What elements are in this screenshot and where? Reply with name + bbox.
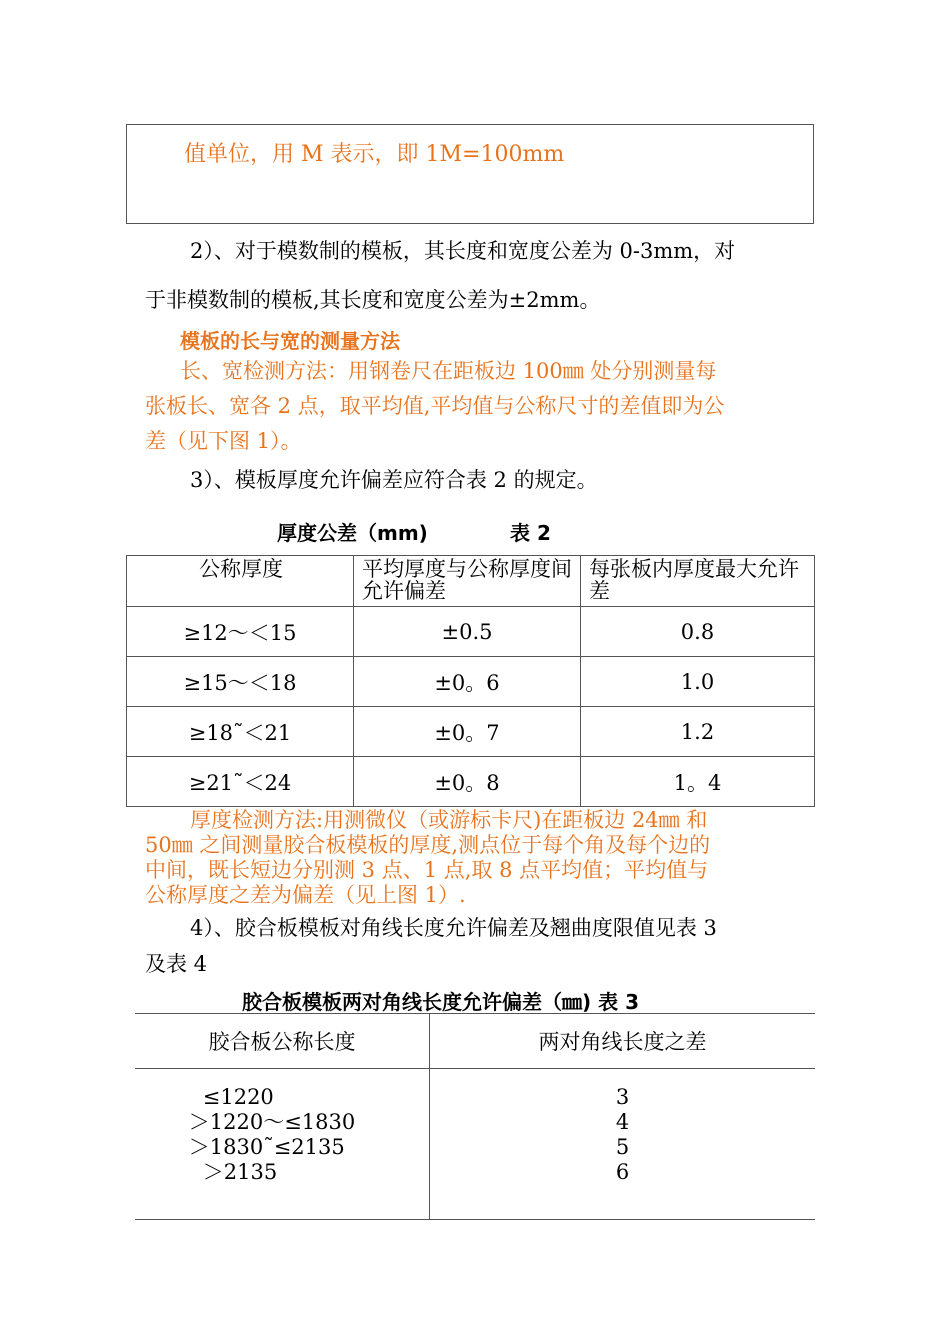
header-max-difference: 每张板内厚度最大允许差 [581, 556, 815, 607]
header-diagonal-difference: 两对角线长度之差 [430, 1014, 816, 1069]
table-row [127, 657, 815, 707]
cell-max-diff: 1.0 [581, 657, 815, 707]
boxed-note-text: 值单位，用 M 表示，即 1M=100mm [184, 142, 565, 167]
cell-max-diff: 0.8 [581, 607, 815, 657]
header-nominal-thickness: 公称厚度 [127, 556, 354, 607]
cell-thickness: ≥15～＜18 [127, 657, 354, 707]
table-header-row [135, 1014, 815, 1069]
lengths-cell [135, 1069, 430, 1220]
para-2-line-2: 于非模数制的模板,其长度和宽度公差为±2mm。 [145, 288, 601, 312]
length-value: ≤1220 [202, 1085, 274, 1109]
table-2-caption-right: 表 2 [510, 521, 551, 545]
table-row [127, 607, 815, 657]
cell-thickness: ≥12～＜15 [127, 607, 354, 657]
diffs-cell [430, 1069, 816, 1220]
diagonal-tolerance-table [135, 1013, 815, 1220]
header-nominal-length: 胶合板公称长度 [135, 1014, 430, 1069]
table-body-row [135, 1069, 815, 1220]
diff-value: 3 [615, 1085, 630, 1109]
cell-deviation: ±0。8 [354, 757, 581, 807]
cell-max-diff: 1。4 [581, 757, 815, 807]
length-value: ＞2135 [202, 1160, 278, 1184]
method-2-line-4: 公称厚度之差为偏差（见上图 1）. [145, 883, 466, 907]
para-4-line-2: 及表 4 [145, 952, 208, 976]
para-2-line-1: 2）、对于模数制的模板，其长度和宽度公差为 0-3mm，对 [190, 239, 736, 263]
table-row [127, 757, 815, 807]
table-row [127, 707, 815, 757]
header-average-deviation: 平均厚度与公称厚度间允许偏差 [354, 556, 581, 607]
cell-max-diff: 1.2 [581, 707, 815, 757]
method-1-line-2: 张板长、宽各 2 点，取平均值,平均值与公称尺寸的差值即为公 [145, 394, 725, 418]
length-value: ＞1830˜≤2135 [188, 1135, 345, 1159]
diff-value: 5 [615, 1135, 630, 1159]
cell-deviation: ±0。6 [354, 657, 581, 707]
table-header-row [127, 556, 815, 607]
diff-value: 6 [615, 1160, 630, 1184]
diff-value: 4 [615, 1110, 630, 1134]
cell-deviation: ±0。7 [354, 707, 581, 757]
method-2-line-2: 50㎜ 之间测量胶合板模板的厚度,测点位于每个角及每个边的 [145, 833, 711, 857]
table-3-caption: 胶合板模板两对角线长度允许偏差（㎜) 表 3 [242, 990, 639, 1014]
cell-deviation: ±0.5 [354, 607, 581, 657]
method-2-line-3: 中间，既长短边分别测 3 点、1 点,取 8 点平均值；平均值与 [145, 858, 709, 882]
boxed-note [126, 124, 814, 224]
table-2-caption-left: 厚度公差（mm) [277, 521, 428, 545]
cell-thickness: ≥18˜＜21 [127, 707, 354, 757]
thickness-tolerance-table [126, 555, 815, 807]
method-1-line-1: 长、宽检测方法：用钢卷尺在距板边 100㎜ 处分别测量每 [180, 359, 717, 383]
cell-thickness: ≥21˜＜24 [127, 757, 354, 807]
para-4-line-1: 4）、胶合板模板对角线长度允许偏差及翘曲度限值见表 3 [190, 916, 717, 940]
section-heading: 模板的长与宽的测量方法 [180, 329, 400, 353]
method-1-line-3: 差（见下图 1）。 [145, 429, 302, 453]
method-2-line-1: 厚度检测方法:用测微仪（或游标卡尺)在距板边 24㎜ 和 [190, 808, 708, 832]
length-value: ＞1220～≤1830 [188, 1110, 356, 1134]
para-3: 3）、模板厚度允许偏差应符合表 2 的规定。 [190, 468, 598, 492]
